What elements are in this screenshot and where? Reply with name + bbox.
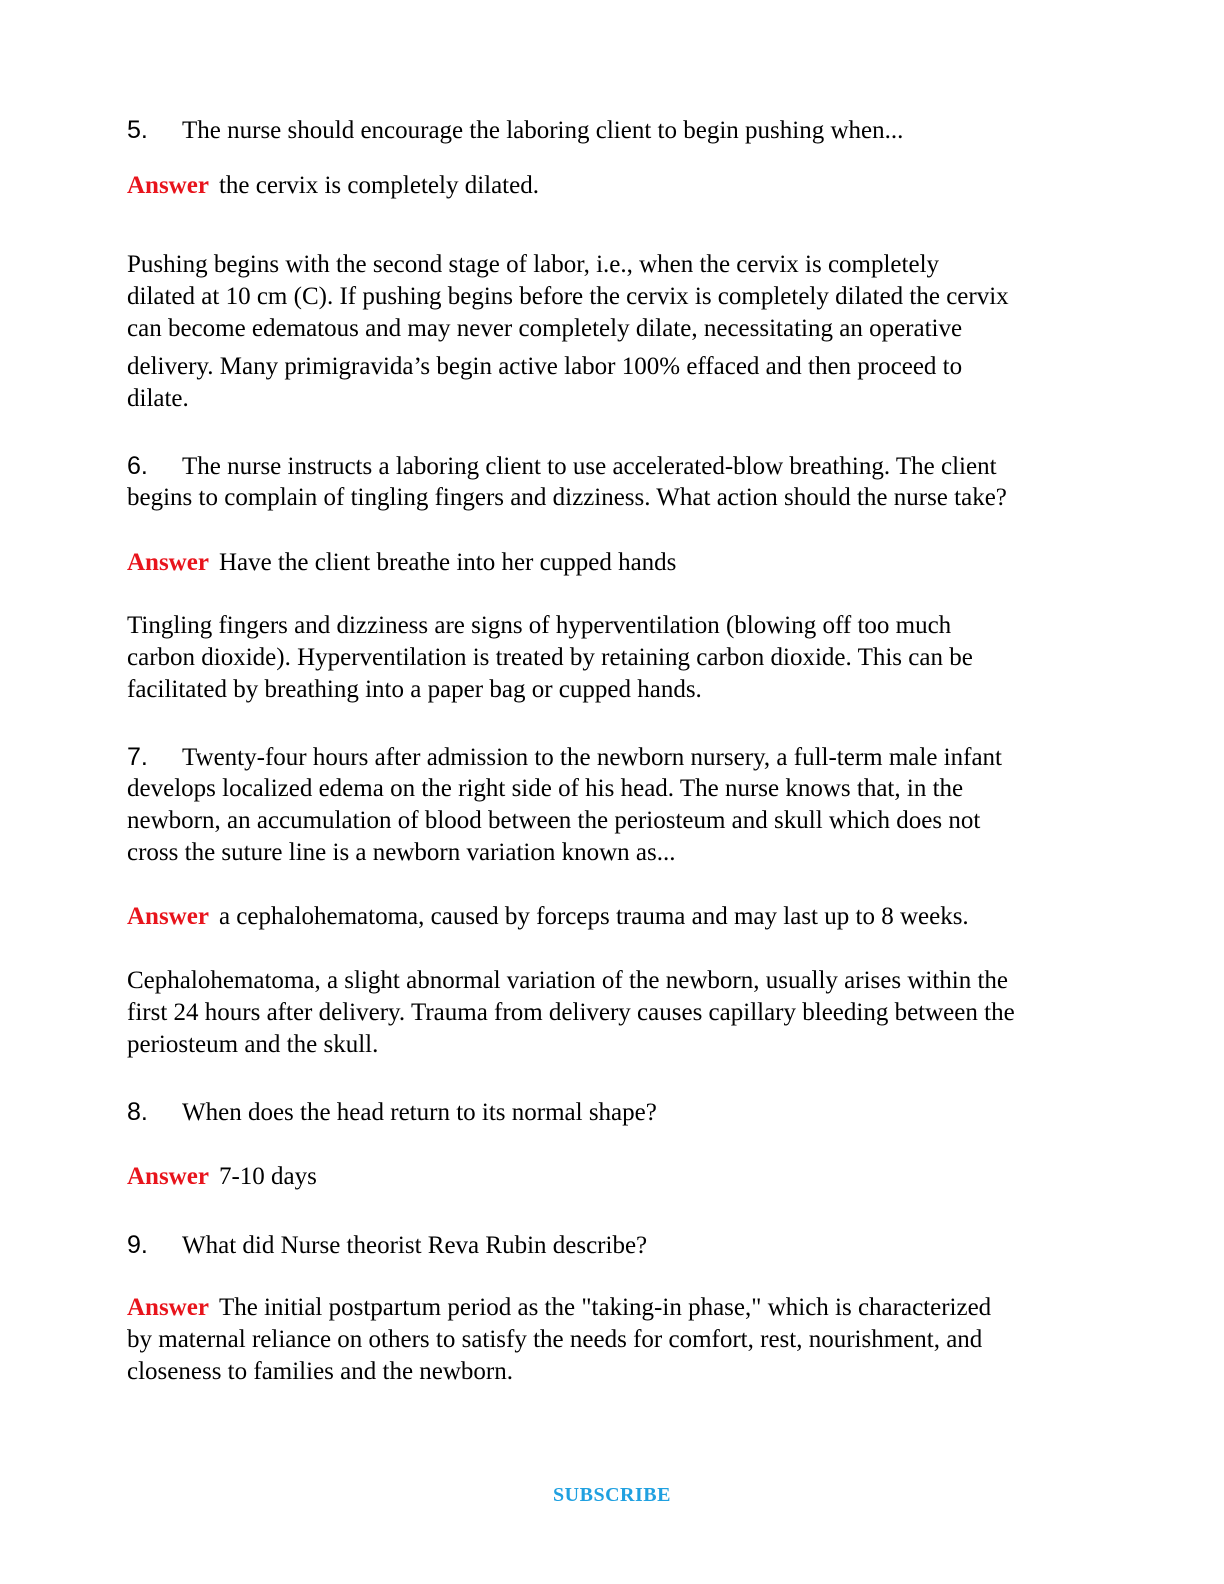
question-text: The nurse should encourage the laboring client to begin pushing when... bbox=[182, 117, 904, 144]
question-text: Twenty-four hours after admission to the newborn nursery, a full-term male infant bbox=[182, 744, 1002, 771]
question-text-continued: newborn, an accumulation of blood between the periosteum and skull which does not bbox=[127, 807, 981, 834]
answer-label: Answer bbox=[127, 1163, 209, 1190]
question-number: 7. bbox=[127, 743, 148, 771]
explanation-line: delivery. Many primigravida’s begin active labor 100% effaced and then proceed to bbox=[127, 353, 963, 380]
question-text: The nurse instructs a laboring client to use accelerated-blow breathing. The client bbox=[182, 453, 997, 480]
answer-label: Answer bbox=[127, 1294, 209, 1321]
answer-label: Answer bbox=[127, 903, 209, 930]
explanation-line: dilate. bbox=[127, 385, 189, 412]
explanation-line: can become edematous and may never completely dilate, necessitating an operative bbox=[127, 315, 963, 342]
explanation-line: facilitated by breathing into a paper bag or cupped hands. bbox=[127, 676, 702, 703]
answer-text: the cervix is completely dilated. bbox=[218, 172, 539, 199]
answer-6 bbox=[127, 547, 676, 579]
question-number: 8. bbox=[127, 1098, 148, 1126]
question-number: 9. bbox=[127, 1231, 148, 1259]
question-8 bbox=[127, 1096, 657, 1129]
question-6 bbox=[127, 450, 997, 483]
explanation-line: first 24 hours after delivery. Trauma from delivery causes capillary bleeding between the bbox=[127, 999, 1015, 1026]
question-9 bbox=[127, 1229, 647, 1262]
answer-text-continued: closeness to families and the newborn. bbox=[127, 1358, 514, 1385]
question-number: 5. bbox=[127, 116, 148, 144]
question-text-continued: cross the suture line is a newborn variation known as... bbox=[127, 839, 676, 866]
explanation-line: Cephalohematoma, a slight abnormal variation of the newborn, usually arises within the bbox=[127, 967, 1009, 994]
explanation-line: carbon dioxide). Hyperventilation is treated by retaining carbon dioxide. This can be bbox=[127, 644, 973, 671]
answer-9 bbox=[127, 1292, 991, 1324]
answer-text: The initial postpartum period as the "taking-in phase," which is characterized bbox=[218, 1294, 992, 1321]
question-text-continued: begins to complain of tingling fingers and dizziness. What action should the nurse take? bbox=[127, 484, 1007, 511]
answer-label: Answer bbox=[127, 172, 209, 199]
answer-8 bbox=[127, 1161, 317, 1193]
answer-7 bbox=[127, 901, 969, 933]
explanation-line: dilated at 10 cm (C). If pushing begins before the cervix is completely dilated the cervix bbox=[127, 283, 1009, 310]
answer-text: a cephalohematoma, caused by forceps trauma and may last up to 8 weeks. bbox=[218, 903, 969, 930]
answer-5 bbox=[127, 170, 539, 202]
question-number: 6. bbox=[127, 452, 148, 480]
answer-text: 7-10 days bbox=[218, 1163, 317, 1190]
question-text: What did Nurse theorist Reva Rubin describe? bbox=[182, 1232, 648, 1259]
answer-text: Have the client breathe into her cupped hands bbox=[218, 549, 677, 576]
question-text: When does the head return to its normal shape? bbox=[182, 1099, 657, 1126]
answer-label: Answer bbox=[127, 549, 209, 576]
question-7 bbox=[127, 741, 1002, 774]
answer-text-continued: by maternal reliance on others to satisfy the needs for comfort, rest, nourishment, and bbox=[127, 1326, 983, 1353]
subscribe-link[interactable]: SUBSCRIBE bbox=[553, 1484, 671, 1506]
explanation-line: periosteum and the skull. bbox=[127, 1031, 379, 1058]
explanation-line: Pushing begins with the second stage of labor, i.e., when the cervix is completely bbox=[127, 251, 940, 278]
question-5 bbox=[127, 114, 903, 147]
question-text-continued: develops localized edema on the right side of his head. The nurse knows that, in the bbox=[127, 775, 964, 802]
explanation-line: Tingling fingers and dizziness are signs of hyperventilation (blowing off too much bbox=[127, 612, 952, 639]
